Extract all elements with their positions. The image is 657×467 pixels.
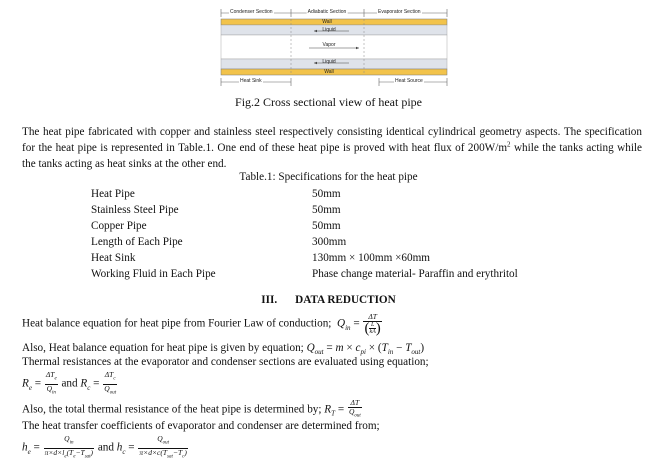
htc-equation-line: $h_e$ = $\frac{Q_{in}}{\pi\times d\times l_e(T_e-T_{sat})}$ and $h_c$ = $\frac{Q_{out}}{\pi\times d\times c(T_{sat}-T_c)}$ [22,434,187,459]
table-caption: Table.1: Specifications for the heat pipe [239,171,418,183]
wall-top-label: Wall [322,19,332,25]
heat-balance-equation-line: Also, Heat balance equation for heat pipe is given by equation; $Q_{out} = m \times c_{pi} \times (T_{in} - T_{out})$ [22,342,425,357]
table-row: Working Fluid in Each Pipe Phase change material- Paraffin and erythritol [91,268,518,280]
table-row: Heat Pipe 50mm [91,188,341,200]
table-row: Copper Pipe 50mm [91,220,341,232]
condenser-section-label: Condenser Section [230,9,273,15]
fourier-equation-line: Heat balance equation for heat pipe from Fourier Law of conduction; $Q_{in}$ = ΔT ( $\frac{L}{kA}$) [22,312,381,337]
evaporator-section-label: Evaporator Section [378,9,421,15]
adiabatic-section-label: Adiabatic Section [307,9,347,15]
wall-bottom-label: Wall [324,69,334,75]
heat-source-label: Heat Source [395,78,423,84]
table-row: Heat Sink 130mm × 100mm ×60mm [91,252,430,264]
section-heading: III. DATA REDUCTION [261,294,396,306]
figure-caption: Fig.2 Cross sectional view of heat pipe [235,95,422,109]
resistance-equation-line: $R_e$ = $\frac{\Delta T_e}{Q_{in}}$ and $R_c$ = $\frac{\Delta T_c}{Q_{out}}$ [22,370,117,395]
top-wall [221,19,447,25]
body-paragraph: The heat pipe fabricated with copper and stainless steel respectively consisting identical cylindrical geometry aspects. The specification for the heat pipe is represented in Table.1. One end of these heat pipe is proved with heat flux of $200W/m^2$ while the tanks acting while the tanks acting as heat sinks at the other end. [22,126,643,170]
liquid-top-label: Liquid [322,27,336,33]
total-resistance-line: Also, the total thermal resistance of the heat pipe is determined by; $R_T$ = $\frac{\Delta T}{Q_{out}}$ [22,398,361,419]
heat-pipe-figure [219,6,449,88]
thermal-resistance-intro: Thermal resistances at the evaporator and condenser sections are evaluated using equation; [22,356,429,368]
specifications-table [91,186,518,282]
table-row: Stainless Steel Pipe 50mm [91,204,341,216]
heat-transfer-coefficient-intro: The heat transfer coefficients of evaporator and condenser are determined from; [22,420,380,432]
bottom-wall [221,69,447,75]
table-row: Length of Each Pipe 300mm [91,236,347,248]
liquid-bottom-label: Liquid [322,59,336,65]
vapor-label: Vapor [322,42,336,48]
heat-sink-label: Heat Sink [240,78,262,84]
